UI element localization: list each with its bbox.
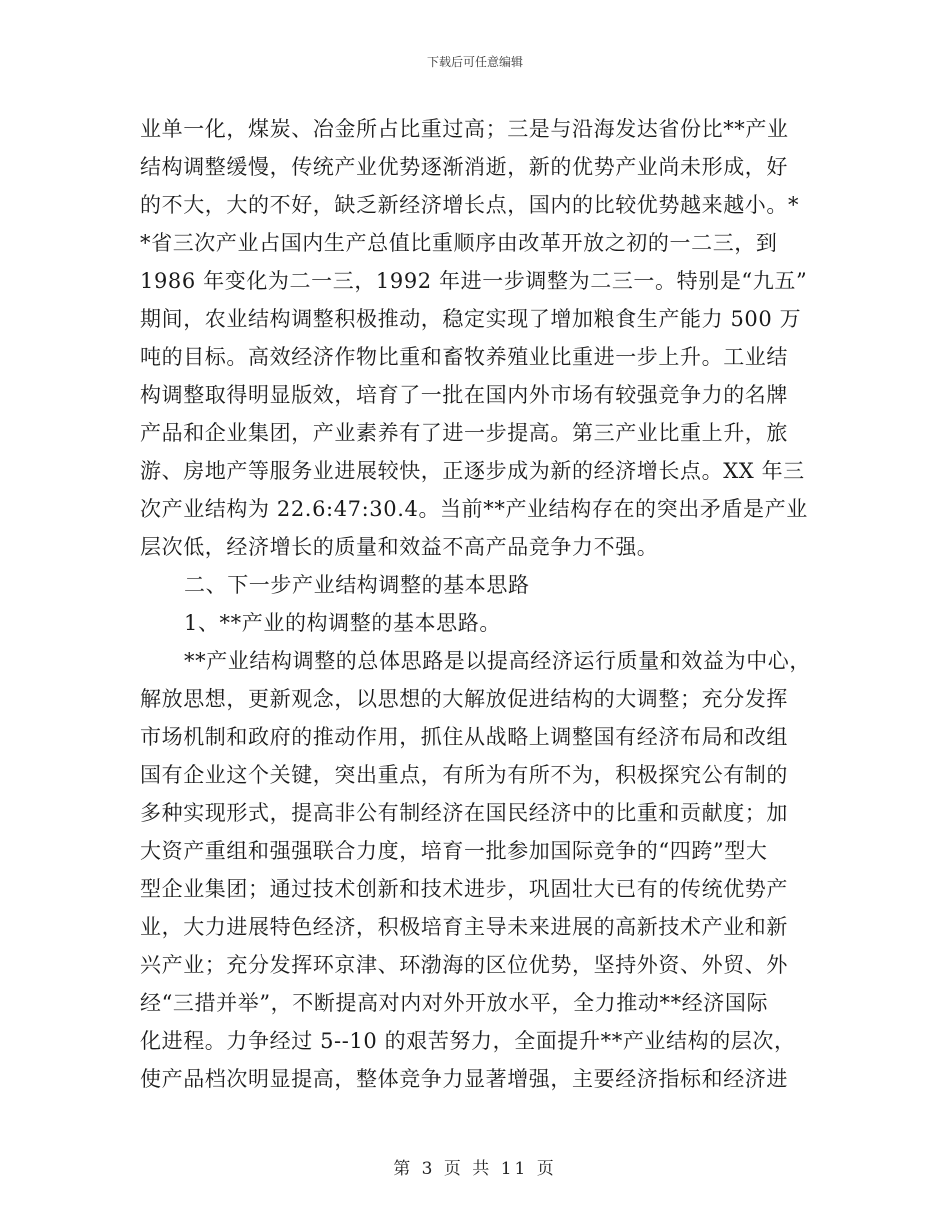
document-body: [140, 110, 820, 1098]
text-line: 型企业集团；通过技术创新和技术进步，巩固壮大已有的传统优势产: [140, 877, 788, 901]
text-line: 的不大，大的不好，缺乏新经济增长点，国内的比较优势越来越小。*: [140, 193, 800, 217]
text-line: 解放思想，更新观念，以思想的大解放促进结构的大调整；充分发挥: [140, 687, 788, 711]
text-line: 吨的目标。高效经济作物比重和畜牧养殖业比重进一步上升。工业结: [140, 345, 788, 369]
text-line: 市场机制和政府的推动作用，抓住从战略上调整国有经济布局和改组: [140, 725, 788, 749]
text-line: *省三次产业占国内生产总值比重顺序由改革开放之初的一二三，到: [140, 231, 778, 255]
text-line: 化进程。力争经过 5--10 的艰苦努力，全面提升**产业结构的层次，: [140, 1029, 796, 1053]
text-line: 产品和企业集团，产业素养有了进一步提高。第三产业比重上升，旅: [140, 421, 788, 445]
text-line: 构调整取得明显版效，培育了一批在国内外市场有较强竞争力的名牌: [140, 383, 788, 407]
text-line: 游、房地产等服务业进展较快，正逐步成为新的经济增长点。XX 年三: [140, 459, 805, 483]
text-line: 结构调整缓慢，传统产业优势逐渐消逝，新的优势产业尚未形成，好: [140, 155, 788, 179]
text-line: 国有企业这个关键，突出重点，有所为有所不为，积极探究公有制的: [140, 763, 788, 787]
text-line: 经“三措并举”，不断提高对内对外开放水平，全力推动**经济国际: [140, 991, 769, 1015]
subsection-heading: 1、**产业的构调整的基本思路。: [184, 611, 501, 635]
text-line: 业，大力进展特色经济，积极培育主导未来进展的高新技术产业和新: [140, 915, 788, 939]
text-line: 大资产重组和强强联合力度，培育一批参加国际竞争的“四跨”型大: [140, 839, 768, 863]
text-line: **产业结构调整的总体思路是以提高经济运行质量和效益为中心，: [184, 649, 811, 673]
text-line: 兴产业；充分发挥环京津、环渤海的区位优势，坚持外资、外贸、外: [140, 953, 788, 977]
page-footer: 第 3 页 共 11 页: [393, 1159, 557, 1179]
text-line: 业单一化，煤炭、冶金所占比重过高；三是与沿海发达省份比**产业: [140, 117, 789, 141]
section-heading: 二、下一步产业结构调整的基本思路: [184, 573, 530, 597]
page-header: 下载后可任意编辑: [426, 55, 523, 69]
text-line: 层次低，经济增长的质量和效益不高产品竞争力不强。: [140, 535, 659, 559]
text-line: 次产业结构为 22.6:47:30.4。当前**产业结构存在的突出矛盾是产业: [140, 497, 808, 521]
text-line: 1986 年变化为二一三，1992 年进一步调整为二三一。特别是“九五”: [140, 269, 808, 293]
text-line: 使产品档次明显提高，整体竞争力显著增强，主要经济指标和经济进: [140, 1067, 788, 1091]
text-line: 多种实现形式，提高非公有制经济在国民经济中的比重和贡献度；加: [140, 801, 788, 825]
text-line: 期间，农业结构调整积极推动，稳定实现了增加粮食生产能力 500 万: [140, 307, 802, 331]
